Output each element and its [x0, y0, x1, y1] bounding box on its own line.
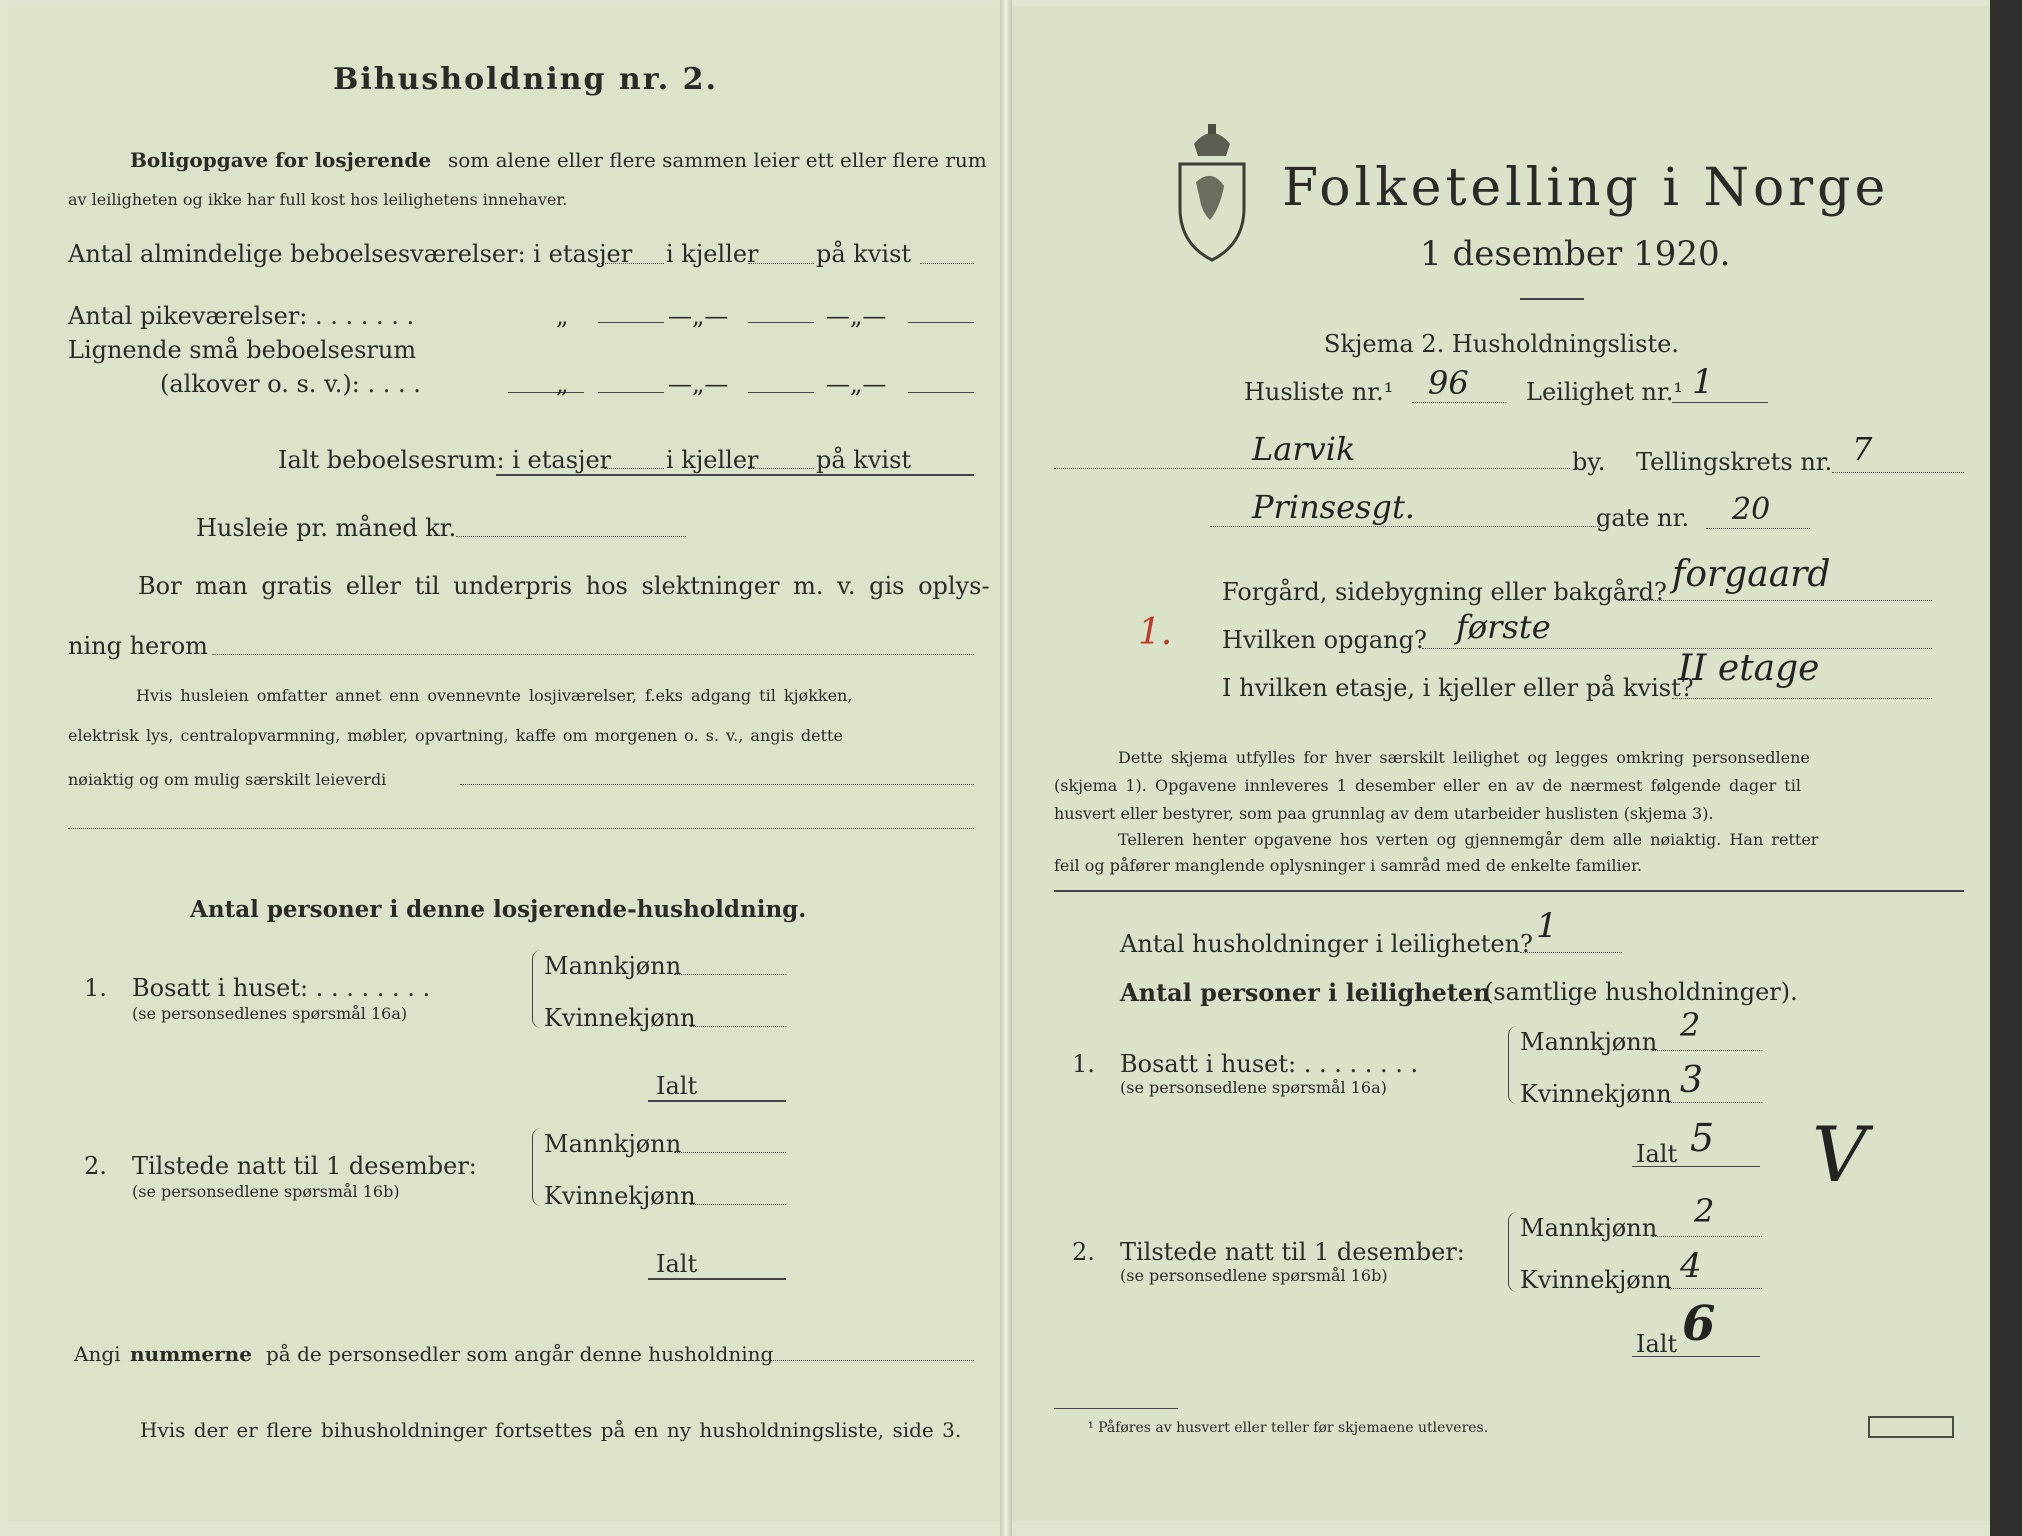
pike-line-3 — [908, 322, 974, 323]
bor-line-1: Bor man gratis eller til underpris hos slektninger m. v. gis oplys- — [138, 572, 990, 600]
antal-pers-bold: Antal personer i leiligheten — [1120, 978, 1491, 1007]
angi-line — [748, 1360, 974, 1361]
husliste-label: Husliste nr.¹ — [1244, 378, 1394, 406]
rooms-kvist: på kvist — [816, 240, 912, 268]
left-footer: Hvis der er flere bihusholdninger fortsettes på en ny husholdningsliste, side 3. — [140, 1418, 962, 1442]
pike-line-1 — [598, 322, 664, 323]
antal-heading: Antal personer i denne losjerende-husholdning. — [190, 896, 807, 923]
bosatt-mann-line — [674, 974, 786, 975]
skjema: Skjema 2. Husholdningsliste. — [1324, 330, 1679, 358]
r-bosatt-kvinne: Kvinnekjønn — [1520, 1080, 1672, 1108]
right-title: Folketelling i Norge — [1282, 158, 1890, 218]
bosatt-label: Bosatt i huset: . . . . . . . . — [132, 974, 431, 1002]
antal-pers-rest: (samtlige husholdninger). — [1484, 978, 1798, 1006]
ialt-etasjer-line — [604, 468, 664, 469]
bosatt-brace — [532, 950, 541, 1028]
ialt-rooms-label: Ialt beboelsesrum: i etasjer — [278, 446, 612, 474]
tilstede-ialt-line — [648, 1278, 786, 1280]
opgang-line — [1422, 648, 1932, 649]
check-mark: V — [1812, 1110, 1867, 1199]
pike-ditto-2: —„— — [668, 302, 729, 330]
footnote-rule — [1054, 1408, 1178, 1409]
hvis-line — [460, 784, 974, 785]
bosatt-ialt: Ialt — [656, 1072, 698, 1100]
info-line-2: (skjema 1). Opgavene innleveres 1 desember eller en av de nærmest følgende dager til — [1054, 776, 1801, 795]
leilighet-line — [1672, 402, 1768, 403]
hvis-line-2: elektrisk lys, centralopvarmning, møbler, opvartning, kaffe om morgenen o. s. v., angis dette — [68, 726, 843, 745]
ialt-rooms-underline — [496, 474, 974, 476]
right-page — [1012, 6, 2007, 1521]
r-bosatt-ref: (se personsedlene spørsmål 16a) — [1120, 1078, 1387, 1097]
left-page — [8, 6, 1000, 1521]
info-line-4: Telleren henter opgavene hos verten og gjennemgår dem alle nøiaktig. Han retter — [1118, 830, 1819, 849]
r-bosatt-ialt-value: 5 — [1690, 1116, 1715, 1160]
etasje-label: I hvilken etasje, i kjeller eller på kvist? — [1222, 674, 1694, 702]
r-bosatt-mann: Mannkjønn — [1520, 1028, 1658, 1056]
tellingskrets-label: Tellingskrets nr. — [1636, 448, 1833, 476]
lign-label-1: Lignende små beboelsesrum — [68, 336, 417, 364]
bosatt-kvinne: Kvinnekjønn — [544, 1004, 696, 1032]
gate-value: 20 — [1732, 492, 1771, 527]
info-line-1: Dette skjema utfylles for hver særskilt leilighet og legges omkring personsedlene — [1118, 748, 1810, 767]
ialt-kvist: på kvist — [816, 446, 912, 474]
tilstede-label: Tilstede natt til 1 desember: — [132, 1152, 477, 1180]
pike-ditto-3: —„— — [826, 302, 887, 330]
info-rule — [1054, 890, 1964, 892]
margin-red-mark: 1. — [1138, 612, 1173, 653]
angi-pre: Angi — [74, 1342, 121, 1366]
lign-label-2: (alkover o. s. v.): . . . . — [160, 370, 421, 398]
hvis-line-3: nøiaktig og om mulig særskilt leieverdi — [68, 770, 387, 789]
tilstede-kvinne-line — [690, 1204, 786, 1205]
pike-label: Antal pikeværelser: . . . . . . . — [68, 302, 415, 330]
tilstede-ialt: Ialt — [656, 1250, 698, 1278]
r-bosatt-kvinne-line — [1668, 1102, 1762, 1103]
ialt-kjeller: i kjeller — [666, 446, 759, 474]
hvis-line-extra — [68, 828, 974, 829]
rooms-label: Antal almindelige beboelsesværelser: i etasjer — [68, 240, 633, 268]
r-bosatt-num: 1. — [1072, 1050, 1095, 1078]
intro-line2: av leiligheten og ikke har full kost hos leilighetens innehaver. — [68, 190, 568, 209]
lign-ditto-2: —„— — [668, 370, 729, 398]
street-value: Prinsesgt. — [1252, 488, 1415, 526]
angi-bold: nummerne — [130, 1342, 252, 1366]
bosatt-mann: Mannkjønn — [544, 952, 682, 980]
bosatt-kvinne-line — [690, 1026, 786, 1027]
opgang-label: Hvilken opgang? — [1222, 626, 1427, 654]
info-line-5: feil og påfører manglende oplysninger i samråd med de enkelte familier. — [1054, 856, 1643, 875]
tellingskrets-value: 7 — [1852, 430, 1873, 468]
lign-line-3 — [908, 392, 974, 393]
rooms-kjeller: i kjeller — [666, 240, 759, 268]
r-bosatt-mann-value: 2 — [1680, 1006, 1701, 1044]
ialt-kjeller-line — [748, 468, 814, 469]
husleie-line — [456, 536, 686, 537]
r-tilstede-kvinne-line — [1668, 1288, 1762, 1289]
tilstede-num: 2. — [84, 1152, 107, 1180]
forgard-line — [1618, 600, 1932, 601]
r-bosatt-ialt: Ialt — [1636, 1140, 1678, 1168]
rooms-etasjer-line — [598, 263, 664, 264]
right-date: 1 desember 1920. — [1420, 234, 1731, 274]
tilstede-kvinne: Kvinnekjønn — [544, 1182, 696, 1210]
r-tilstede-ialt: Ialt — [1636, 1330, 1678, 1358]
left-title: Bihusholdning nr. 2. — [333, 62, 718, 97]
r-tilstede-kvinne: Kvinnekjønn — [1520, 1266, 1672, 1294]
antal-hush-label: Antal husholdninger i leiligheten? — [1120, 930, 1533, 958]
r-tilstede-ialt-line — [1632, 1356, 1760, 1357]
leilighet-value: 1 — [1692, 362, 1714, 402]
husliste-line — [1412, 402, 1506, 403]
coat-of-arms-icon — [1172, 116, 1252, 266]
r-tilstede-ref: (se personsedlene spørsmål 16b) — [1120, 1266, 1388, 1285]
pike-ditto: „ — [556, 302, 569, 330]
title-rule — [1520, 298, 1584, 300]
angi-rest: på de personsedler som angår denne husholdning — [266, 1342, 774, 1366]
r-tilstede-mann-value: 2 — [1694, 1192, 1715, 1230]
scan-edge — [1990, 0, 2022, 1536]
husleie-label: Husleie pr. måned kr. — [196, 514, 457, 542]
opgang-value: første — [1456, 608, 1551, 646]
tilstede-brace — [532, 1128, 541, 1206]
hvis-line-1: Hvis husleien omfatter annet enn ovennevnte losjiværelser, f.eks adgang til kjøkken, — [136, 686, 853, 705]
bosatt-ialt-line — [648, 1100, 786, 1102]
bor-line — [212, 654, 974, 655]
page-fold — [1000, 0, 1012, 1536]
r-bosatt-kvinne-value: 3 — [1680, 1060, 1703, 1101]
r-tilstede-mann: Mannkjønn — [1520, 1214, 1658, 1242]
info-line-3: husvert eller bestyrer, som paa grunnlag av dem utarbeider huslisten (skjema 3). — [1054, 804, 1714, 823]
tilstede-ref: (se personsedlene spørsmål 16b) — [132, 1182, 400, 1201]
tellingskrets-line — [1832, 472, 1964, 473]
bor-line-2: ning herom — [68, 632, 208, 660]
r-tilstede-label: Tilstede natt til 1 desember: — [1120, 1238, 1465, 1266]
forgard-label: Forgård, sidebygning eller bakgård? — [1222, 578, 1667, 606]
street-line — [1210, 526, 1602, 527]
printer-stamp — [1868, 1416, 1954, 1438]
r-tilstede-mann-line — [1652, 1236, 1762, 1237]
tilstede-mann-line — [674, 1152, 786, 1153]
pike-line-2 — [748, 322, 814, 323]
r-bosatt-mann-line — [1652, 1050, 1762, 1051]
city-value: Larvik — [1252, 430, 1356, 468]
bosatt-ref: (se personsedlenes spørsmål 16a) — [132, 1004, 408, 1023]
r-bosatt-brace — [1508, 1026, 1517, 1104]
r-tilstede-kvinne-value: 4 — [1680, 1246, 1702, 1286]
husliste-value: 96 — [1428, 364, 1469, 402]
by-label: by. — [1572, 448, 1606, 476]
r-tilstede-brace — [1508, 1212, 1517, 1292]
r-bosatt-ialt-line — [1632, 1166, 1760, 1167]
lign-ditto: „ — [556, 370, 569, 398]
lign-line-2 — [748, 392, 814, 393]
intro-rest: som alene eller flere sammen leier ett eller flere rum — [448, 148, 987, 172]
r-tilstede-ialt-value: 6 — [1682, 1296, 1716, 1352]
antal-hush-value: 1 — [1536, 906, 1558, 946]
footnote: ¹ Påføres av husvert eller teller før skjemaene utleveres. — [1088, 1420, 1489, 1436]
lign-line-1 — [598, 392, 664, 393]
intro-bold: Boligopgave for losjerende — [130, 148, 432, 172]
gate-line — [1706, 528, 1810, 529]
gate-label: gate nr. — [1596, 504, 1690, 532]
city-line — [1054, 468, 1570, 469]
lign-line-0 — [508, 392, 584, 393]
tilstede-mann: Mannkjønn — [544, 1130, 682, 1158]
forgard-value: forgaard — [1672, 554, 1831, 595]
r-bosatt-label: Bosatt i huset: . . . . . . . . — [1120, 1050, 1419, 1078]
etasje-value: II etage — [1678, 648, 1820, 689]
rooms-kjeller-line — [748, 263, 814, 264]
bosatt-num: 1. — [84, 974, 107, 1002]
rooms-kvist-line — [920, 263, 974, 264]
leilighet-label: Leilighet nr.¹ — [1526, 378, 1684, 406]
antal-hush-line — [1520, 952, 1622, 953]
r-tilstede-num: 2. — [1072, 1238, 1095, 1266]
etasje-line — [1672, 698, 1932, 699]
lign-ditto-3: —„— — [826, 370, 887, 398]
